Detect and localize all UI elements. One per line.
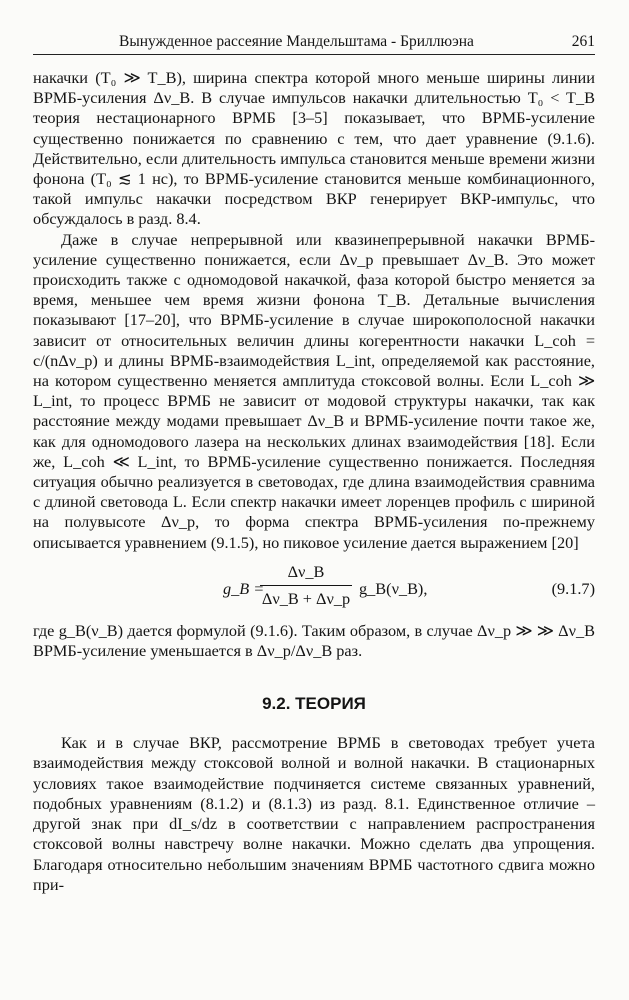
equation-fraction — [260, 561, 352, 610]
section-heading: 9.2. ТЕОРИЯ — [262, 694, 366, 714]
equation-number: (9.1.7) — [551, 578, 595, 598]
equation-denominator: Δν_B + Δν_p — [261, 588, 351, 608]
equation-rhs: g_B(ν_B), — [359, 578, 428, 598]
running-head — [33, 32, 595, 55]
paragraph-3: где g_B(ν_B) дается формулой (9.1.6). Таким образом, в случае Δν_p ≫ ≫ Δν_B ВРМБ-усиление уменьшается в Δν_p/Δν_B раз. — [33, 620, 595, 661]
paragraph-1: накачки (T₀ ≫ T_B), ширина спектра которой много меньше ширины линии ВРМБ-усиления Δν_B. В случае импульсов накачки длительностью T₀ < T_B теория нестационарного ВРМБ [3–5] показывает, что ВРМБ-усиление существенно понижается по сравнению с тем, что дает уравнение (9.1.6). Действительно, если длительность импульса становится меньше времени жизни фонона (T₀ ≲ 1 нс), то ВРМБ-усиление становится меньше комбинационного, такой импульс накачки посредством ВКР генерирует ВКР-импульс, что обсуждалось в разд. 8.4. — [33, 68, 595, 229]
paragraph-2: Даже в случае непрерывной или квазинепрерывной накачки ВРМБ-усиление существенно понижается, если Δν_p превышает Δν_B. Это может происходить также с одномодовой накачкой, фаза которой быстро меняется за время, меньшее чем время жизни фонона T_B. Детальные вычисления показывают [17–20], что ВРМБ-усиление в случае широкополосной накачки зависит от относительных величин длины когерентности накачки L_coh = c/(nΔν_p) и длины ВРМБ-взаимодействия L_int, определяемой как расстояние, на котором существенно меняется амплитуда стоксовой волны. Если L_coh ≫ L_int, то процесс ВРМБ не зависит от модовой структуры накачки, так как расстояние между модами превышает Δν_B и ВРМБ-усиление почти такое же, как для одномодового лазера на нескольких длинах взаимодействия [18]. Если же, L_coh ≪ L_int, то ВРМБ-усиление существенно понижается. Последняя ситуация обычно реализуется в световодах, где длина взаимодействия сравнима с длиной световода L. Если спектр накачки имеет лоренцев профиль с шириной на полувысоте Δν_p, то форма спектра ВРМБ-усиления по-прежнему описывается уравнением (9.1.5), но пиковое усиление дается выражением [20] — [33, 229, 595, 552]
fraction-bar — [260, 585, 352, 586]
equation-9-1-7 — [33, 557, 595, 619]
page-number: 261 — [571, 33, 595, 50]
page-body — [33, 68, 595, 895]
paragraph-4: Как и в случае ВКР, рассмотрение ВРМБ в световодах требует учета взаимодействия между стоксовой волной и волной накачки. В стационарных условиях такое взаимодействие подчиняется системе связанных уравнений, подобных уравнениям (8.1.2) и (8.1.3) из разд. 8.1. Единственное отличие – другой знак при dI_s/dz в соответствии с направлением распространения стоксовой волны навстречу волне накачки. Можно сделать два упрощения. Благодаря относительно небольшим значениям ВРМБ частотного сдвига можно при- — [33, 733, 595, 894]
running-title: Вынужденное рассеяние Мандельштама - Бриллюэна — [119, 33, 474, 50]
equation-lhs: g_B = — [223, 578, 265, 598]
equation-numerator: Δν_B — [287, 561, 325, 581]
